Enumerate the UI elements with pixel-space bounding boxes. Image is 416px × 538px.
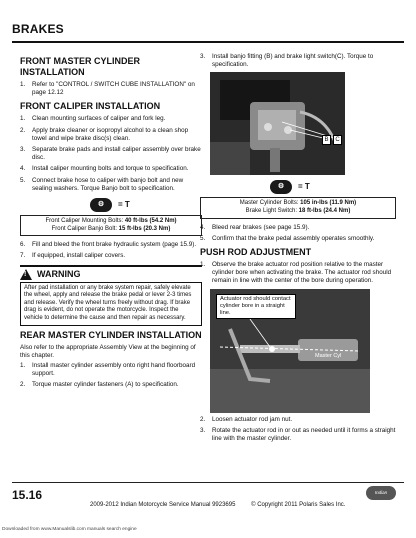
step-item [20,81,202,97]
step-text: Fill and bleed the front brake hydraulic system (page 15.9). [32,241,197,249]
front-caliper-title: FRONT CALIPER INSTALLATION [20,101,161,112]
step-item [20,241,202,249]
step-number: 1. [200,261,206,268]
section-header: BRAKES [12,22,64,36]
step-item [20,177,202,193]
page-number: 15.16 [12,488,43,502]
step-text: Install master cylinder assembly onto right hand floorboard support. [32,362,196,378]
master-cylinder-photo [210,72,345,175]
rear-master-cylinder-title: REAR MASTER CYLINDER INSTALLATION [20,329,202,340]
torque-wrench-icon: ⚙ [90,198,112,212]
step-text: Observe the brake actuator rod position relative to the master cylinder bore when activating the brake. The actuator rod should remain in line with the center of the bore during operation. [212,261,392,285]
step-number: 3. [200,426,206,434]
torque-symbol-right [270,180,396,194]
header-rule [12,41,404,43]
master-cylinder-photo-art [210,72,345,175]
torque-label: Master Cylinder Bolts: [239,200,301,207]
front-caliper-steps-cont [20,241,202,260]
torque-row [25,218,197,226]
torque-value: 18 ft-lbs (24.4 Nm) [298,208,351,214]
footer-rule [12,482,404,483]
step-item [20,362,202,378]
rear-install-steps-cont [200,224,396,243]
step-number: 1. [20,115,26,123]
step-item [200,53,396,69]
step-number: 3. [20,146,26,154]
torque-label: Front Caliper Mounting Bolts: [45,218,125,225]
master-cylinder-torque-box [200,197,396,218]
step-number: 6. [20,241,26,249]
step-text: Install caliper mounting bolts and torque to specification. [32,165,189,173]
brand-logo: Indian [366,486,396,500]
torque-value: 105 in-lbs (11.9 Nm) [300,200,357,207]
step-text: If equipped, install caliper covers. [32,252,126,260]
step-item [20,252,202,260]
front-master-cylinder-title: FRONT MASTER CYLINDER INSTALLATION [20,56,140,77]
step-number: 5. [200,234,206,242]
step-number: 4. [200,223,206,231]
master-cyl-label: Master Cyl [315,352,342,359]
step-item [200,235,396,243]
torque-row [205,208,391,216]
step-number: 2. [200,415,206,423]
front-master-cylinder-steps [20,81,202,97]
torque-row [25,226,197,234]
torque-wrench-icon: ⚙ [270,180,292,194]
step-text: Rotate the actuator rod in or out as needed until it forms a straight line with the master cylinder. [212,426,396,443]
torque-label: Brake Light Switch: [245,208,299,214]
step-item [20,115,202,123]
step-item [200,416,396,424]
step-text: Loosen actuator rod jam nut. [212,415,293,423]
left-column [20,52,202,393]
step-number: 1. [20,362,26,369]
push-rod-steps-cont [200,416,396,444]
torque-row [205,200,391,208]
front-caliper-steps [20,115,202,193]
rear-master-cylinder-intro: Also refer to the appropriate Assembly View at the beginning of this chapter. [20,343,196,359]
step-number: 5. [20,176,26,184]
step-item [20,127,202,143]
manual-title: 2009-2012 Indian Motorcycle Service Manual 9923695 [90,502,236,508]
torque-value: 15 ft-lbs (20.3 Nm) [118,225,171,232]
step-number: 3. [200,53,206,60]
step-text: Refer to "CONTROL / SWITCH CUBE INSTALLATION" on page 12.12 [32,81,195,97]
rear-install-steps [200,53,396,69]
step-number: 7. [20,252,26,260]
warning-triangle-icon: ! [20,269,32,280]
footer-text [90,502,359,508]
warning-title: WARNING [37,269,81,280]
actuator-rod-callout: Actuator rod should contact cylinder bore in a straight line. [216,294,296,319]
callout-label-c: C [333,135,342,145]
step-text: Install banjo fitting (B) and brake light switch(C). Torque to specification. [212,53,374,69]
step-text: Connect brake hose to caliper with banjo bolt and new sealing washers. Torque Banjo bolt to specification. [32,176,184,192]
step-item [20,146,202,162]
front-caliper-torque-box [20,215,202,236]
step-text: Clean mounting surfaces of caliper and fork leg. [32,115,166,123]
step-text: Bleed rear brakes (see page 15.9). [212,223,310,231]
step-number: 2. [20,126,26,134]
step-text: Separate brake pads and install caliper assembly over brake disc. [32,146,201,162]
warning-text: After pad installation or any brake system repair, safely elevate the wheel, apply and release the brake pedal or lever 2-3 times and release. Verify the wheel turns freely without drag. If brake drag is evident, do not operate the motorcycle. Inspect the vehicle to determine the cause and then repair as necessary. [20,283,202,326]
download-note: Downloaded from www.Manualslib.com manuals search engine [2,527,137,532]
step-text: Confirm that the brake pedal assembly operates smoothly. [212,234,375,242]
right-column [200,53,396,446]
step-item [200,224,396,232]
step-item [20,381,202,389]
torque-symbol-label: = T [118,199,130,209]
torque-value: 40 ft-lbs (54.2 Nm) [124,218,177,225]
step-number: 4. [20,165,26,173]
step-text: Torque master cylinder fasteners (A) to specification. [32,381,179,389]
torque-symbol [90,198,202,212]
step-item [20,165,202,173]
rear-master-cylinder-steps [20,362,202,390]
callout-label-b: B [322,135,331,145]
warning-header [20,265,202,283]
torque-symbol-label: = T [298,182,310,192]
step-item [200,261,396,286]
torque-label: Front Caliper Banjo Bolt: [51,225,119,232]
step-item [200,427,396,443]
step-number: 2. [20,381,26,389]
push-rod-title: PUSH ROD ADJUSTMENT [200,247,312,257]
copyright: © Copyright 2011 Polaris Sales Inc. [251,502,346,508]
push-rod-photo [210,289,370,413]
push-rod-steps [200,261,396,286]
step-number: 1. [20,81,26,88]
step-text: Apply brake cleaner or isopropyl alcohol to a clean shop towel and wipe brake disc(s) clean. [32,126,189,142]
